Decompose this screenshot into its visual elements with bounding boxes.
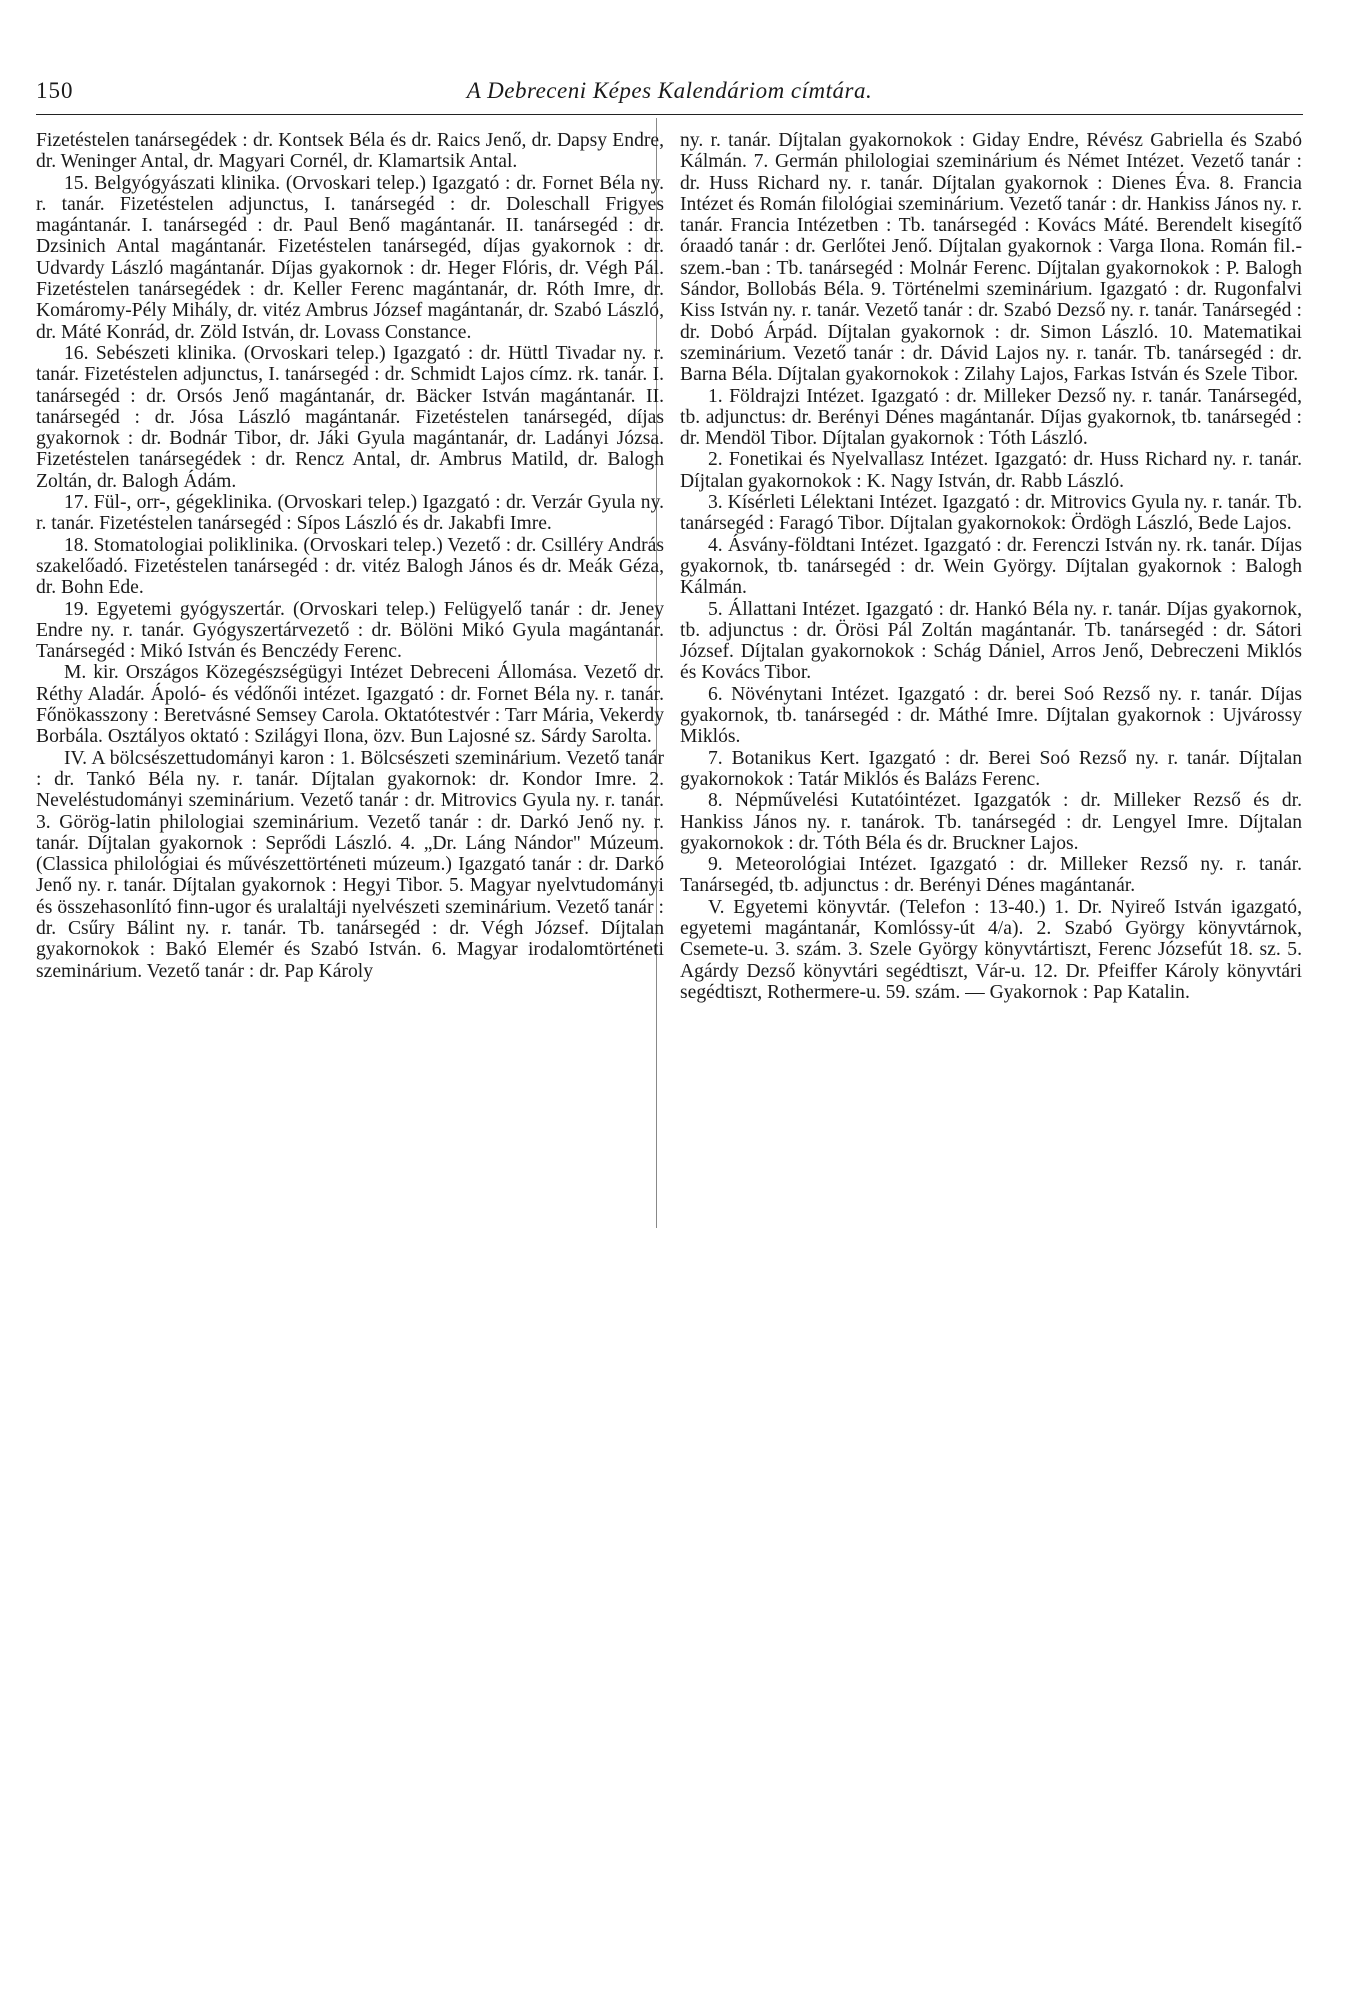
page-header <box>36 78 1303 115</box>
paragraph: V. Egyetemi könyvtár. (Telefon : 13-40.) 1. Dr. Nyireő István igazgató, egyetemi magántanár, Komlóssy-út 4/a). 2. Szabó György könyvtárnok, Csemete-u. 3. szám. 3. Szele György könyvtártiszt, Ferenc Józsefút 18. sz. 5. Agárdy Dezső könyvtári segédtiszt, Vár-u. 12. Dr. Pfeiffer Károly könyvtári segédtiszt, Rothermere-u. 59. szám. — Gyakornok : Pap Katalin. <box>680 896 1302 1003</box>
paragraph: 9. Meteorológiai Intézet. Igazgató : dr. Milleker Rezső ny. r. tanár. Tanársegéd, tb. adjunctus : dr. Berényi Dénes magántanár. <box>680 854 1302 897</box>
paragraph: Fizetéstelen tanársegédek : dr. Kontsek Béla és dr. Raics Jenő, dr. Dapsy Endre, dr. Weninger Antal, dr. Magyari Cornél, dr. Klamartsik Antal. <box>36 130 664 173</box>
paragraph: 5. Állattani Intézet. Igazgató : dr. Hankó Béla ny. r. tanár. Díjas gyakornok, tb. adjunctus : dr. Örösi Pál Zoltán magántanár. Tb. tanársegéd : dr. Sátori József. Díjtalan gyakornokok : Schág Dániel, Arros Jenő, Debreczeni Miklós és Kovács Tibor. <box>680 598 1302 684</box>
paragraph: 6. Növénytani Intézet. Igazgató : dr. berei Soó Rezső ny. r. tanár. Díjas gyakornok, tb. tanársegéd : dr. Máthé Imre. Díjtalan gyakornok : Ujvárossy Miklós. <box>680 683 1302 748</box>
paragraph: 1. Földrajzi Intézet. Igazgató : dr. Milleker Dezső ny. r. tanár. Tanársegéd, tb. adjunctus: dr. Berényi Dénes magántanár. Díjas gyakornok, tb. tanársegéd : dr. Mendöl Tibor. Díjtalan gyakornok : Tóth László. <box>680 385 1302 450</box>
page-number: 150 <box>36 78 74 103</box>
paragraph: 17. Fül-, orr-, gégeklinika. (Orvoskari telep.) Igazgató : dr. Verzár Gyula ny. r. tanár. Fizetéstelen tanársegéd : Sípos László és dr. Jakabfi Imre. <box>36 492 664 535</box>
paragraph: 8. Népművelési Kutatóintézet. Igazgatók : dr. Milleker Rezső és dr. Hankiss János ny. r. tanárok. Tb. tanársegéd : dr. Lengyel Imre. Díjtalan gyakornokok : dr. Tóth Béla és dr. Bruckner Lajos. <box>680 790 1302 854</box>
running-title: A Debreceni Képes Kalendáriom címtára. <box>466 78 873 103</box>
paragraph: 19. Egyetemi gyógyszertár. (Orvoskari telep.) Felügyelő tanár : dr. Jeney Endre ny. r. tanár. Gyógyszertárvezető : dr. Bölöni Mikó Gyula magántanár. Tanársegéd : Mikó István és Benczédy Ferenc. <box>36 598 664 663</box>
paragraph: 2. Fonetikai és Nyelvallasz Intézet. Igazgató: dr. Huss Richard ny. r. tanár. Díjtalan gyakornokok : K. Nagy István, dr. Rabb László. <box>680 449 1302 492</box>
paragraph: 3. Kísérleti Lélektani Intézet. Igazgató : dr. Mitrovics Gyula ny. r. tanár. Tb. tanársegéd : Faragó Tibor. Díjtalan gyakornokok: Ördögh László, Bede Lajos. <box>680 492 1302 535</box>
left-column <box>36 130 664 982</box>
paragraph: M. kir. Országos Közegészségügyi Intézet Debreceni Állomása. Vezető dr. Réthy Aladár. Ápoló- és védőnői intézet. Igazgató : dr. Fornet Béla ny. r. tanár. Főnökasszony : Beretvásné Semsey Carola. Oktatótestvér : Tarr Mária, Vekerdy Borbála. Osztályos oktató : Szilágyi Ilona, özv. Bun Lajosné sz. Sárdy Sarolta. <box>36 662 664 748</box>
paragraph: 18. Stomatologiai poliklinika. (Orvoskari telep.) Vezető : dr. Csilléry András szakelőadó. Fizetéstelen tanársegéd : dr. vitéz Balogh János és dr. Meák Géza, dr. Bohn Ede. <box>36 534 664 599</box>
paragraph: ny. r. tanár. Díjtalan gyakornokok : Giday Endre, Révész Gabriella és Szabó Kálmán. 7. Germán philologiai szeminárium és Német Intézet. Vezető tanár : dr. Huss Richard ny. r. tanár. Díjtalan gyakornok : Dienes Éva. 8. Francia Intézet és Román filológiai szeminárium. Vezető tanár : dr. Hankiss János ny. r. tanár. Francia Intézetben : Tb. tanársegéd : Kovács Máté. Berendelt kisegítő óraadó tanár : dr. Gerlőtei Jenő. Díjtalan gyakornok : Varga Ilona. Román fil.-szem.-ban : Tb. tanársegéd : Molnár Ferenc. Díjtalan gyakornokok : P. Balogh Sándor, Bollobás Béla. 9. Történelmi szeminárium. Igazgató : dr. Rugonfalvi Kiss István ny. r. tanár. Vezető tanár : dr. Szabó Dezső ny. r. tanár. Tanársegéd : dr. Dobó Árpád. Díjtalan gyakornok : dr. Simon László. 10. Matematikai szeminárium. Vezető tanár : dr. Dávid Lajos ny. r. tanár. Tb. tanársegéd : dr. Barna Béla. Díjtalan gyakornokok : Zilahy Lajos, Farkas István és Szele Tibor. <box>680 130 1302 386</box>
paragraph: 7. Botanikus Kert. Igazgató : dr. Berei Soó Rezső ny. r. tanár. Díjtalan gyakornokok : Tatár Miklós és Balázs Ferenc. <box>680 747 1302 790</box>
paragraph: IV. A bölcsészettudományi karon : 1. Bölcsészeti szeminárium. Vezető tanár : dr. Tankó Béla ny. r. tanár. Díjtalan gyakornok: dr. Kondor Imre. 2. Neveléstudományi szeminárium. Vezető tanár : dr. Mitrovics Gyula ny. r. tanár. 3. Görög-latin philologiai szeminárium. Vezető tanár : dr. Darkó Jenő ny. r. tanár. Díjtalan gyakornok : Seprődi László. 4. „Dr. Láng Nándor" Múzeum. (Classica philológiai és művészettörténeti múzeum.) Igazgató tanár : dr. Darkó Jenő ny. r. tanár. Díjtalan gyakornok : Hegyi Tibor. 5. Magyar nyelvtudományi és összehasonlító finn-ugor és uralaltáji nyelvészeti szeminárium. Vezető tanár : dr. Csűry Bálint ny. r. tanár. Tb. tanársegéd : dr. Végh József. Díjtalan gyakornokok : Bakó Elemér és Szabó István. 6. Magyar irodalomtörténeti szeminárium. Vezető tanár : dr. Pap Károly <box>36 747 664 982</box>
right-column <box>680 130 1302 1003</box>
paragraph: 4. Ásvány-földtani Intézet. Igazgató : dr. Ferenczi István ny. rk. tanár. Díjas gyakornok, tb. tanársegéd : dr. Wein György. Díjtalan gyakornok : Balogh Kálmán. <box>680 534 1302 599</box>
paragraph: 15. Belgyógyászati klinika. (Orvoskari telep.) Igazgató : dr. Fornet Béla ny. r. tanár. Fizetéstelen adjunctus, I. tanársegéd : dr. Doleschall Frigyes magántanár. I. tanársegéd : dr. Paul Benő magántanár. II. tanársegéd : dr. Dzsinich Antal magántanár. Fizetéstelen tanársegéd, díjas gyakornok : dr. Udvardy László magántanár. Díjas gyakornok : dr. Heger Flóris, dr. Végh Pál. Fizetéstelen tanársegédek : dr. Keller Ferenc magántanár, dr. Róth Imre, dr. Komáromy-Pély Mihály, dr. vitéz Ambrus József magántanár, dr. Szabó László, dr. Máté Konrád, dr. Zöld István, dr. Lovass Constance. <box>36 172 664 343</box>
paragraph: 16. Sebészeti klinika. (Orvoskari telep.) Igazgató : dr. Hüttl Tivadar ny. r. tanár. Fizetéstelen adjunctus, I. tanársegéd : dr. Schmidt Lajos címz. rk. tanár. I. tanársegéd : dr. Orsós Jenő magántanár, dr. Bäcker István magántanár. II. tanársegéd : dr. Jósa László magántanár. Fizetéstelen tanársegéd, díjas gyakornok : dr. Bodnár Tibor, dr. Jáki Gyula magántanár, dr. Ladányi Józsa. Fizetéstelen tanársegédek : dr. Rencz Antal, dr. Ambrus Matild, dr. Balogh Zoltán, dr. Balogh Ádám. <box>36 342 664 492</box>
